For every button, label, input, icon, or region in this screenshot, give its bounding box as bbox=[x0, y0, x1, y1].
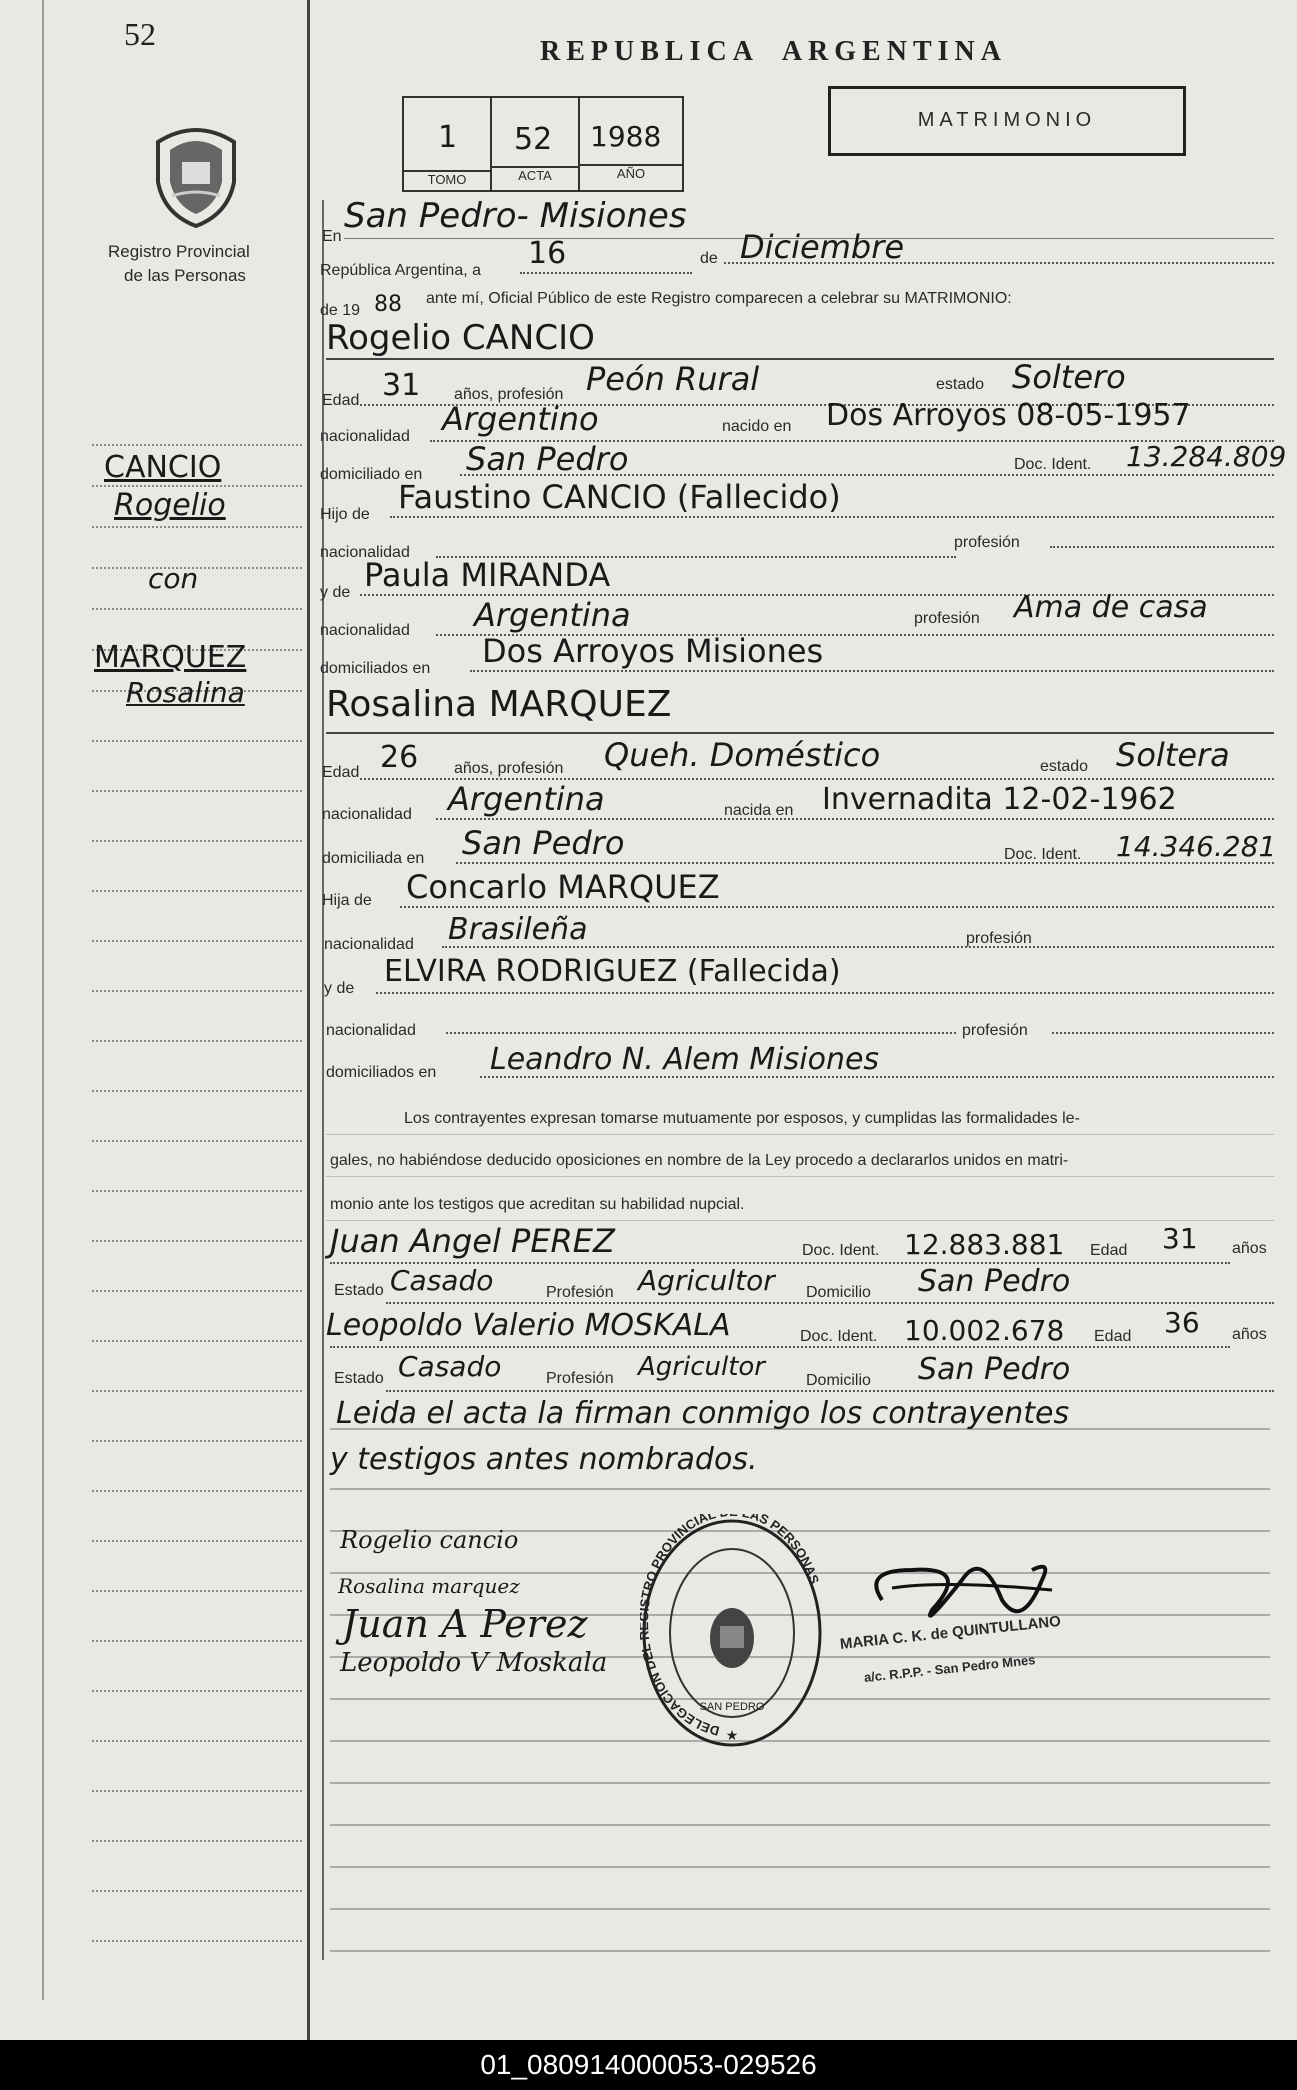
groom-nacionalidad: Argentino bbox=[442, 400, 599, 438]
witness2-line2-dots bbox=[386, 1390, 1274, 1392]
groom-edad: 31 bbox=[382, 368, 421, 403]
witness1-prof-label: Profesión bbox=[546, 1284, 614, 1301]
witness1-edad-label: Edad bbox=[1090, 1242, 1128, 1259]
bride-mother-nac-label: nacionalidad bbox=[326, 1022, 416, 1039]
witness1-doc: 12.883.881 bbox=[904, 1228, 1065, 1261]
provincial-registry-seal bbox=[148, 122, 244, 230]
signature-bride: Rosalina marquez bbox=[338, 1574, 520, 1598]
margin-line bbox=[92, 740, 302, 742]
declaration-line1: Los contrayentes expresan tomarse mutuamente por esposos, y cumplidas las formalidades le- bbox=[404, 1110, 1080, 1127]
groom-father: Faustino CANCIO (Fallecido) bbox=[398, 478, 841, 516]
margin-line bbox=[92, 1790, 302, 1792]
witness1-dom-label: Domicilio bbox=[806, 1284, 871, 1301]
bride-yde-label: y de bbox=[324, 980, 355, 997]
day-dots bbox=[520, 272, 692, 274]
content-left-border bbox=[322, 200, 324, 1960]
margin-line bbox=[92, 485, 302, 487]
file-id-footer: 01_080914000053-029526 bbox=[0, 2040, 1297, 2090]
witness1-profesion: Agricultor bbox=[638, 1264, 775, 1297]
witness1-name: Juan Angel PEREZ bbox=[330, 1222, 615, 1260]
place-value: San Pedro- Misiones bbox=[344, 196, 687, 236]
year-prefix: de 19 bbox=[320, 302, 361, 319]
groom-edad-label: Edad bbox=[322, 392, 360, 409]
margin-note-given2: Rosalina bbox=[126, 676, 245, 709]
groom-estado-label: estado bbox=[936, 376, 985, 393]
groom-mother-nac-label: nacionalidad bbox=[320, 622, 410, 639]
witness2-domicilio: San Pedro bbox=[918, 1352, 1071, 1387]
groom-mother-nac: Argentina bbox=[474, 596, 631, 634]
witness2-edad: 36 bbox=[1164, 1306, 1200, 1339]
groom-nacido-label: nacido en bbox=[722, 418, 792, 435]
registry-box bbox=[402, 96, 684, 192]
margin-line bbox=[92, 1190, 302, 1192]
bride-father-prof-label: profesión bbox=[966, 930, 1032, 947]
republica-label: República Argentina, a bbox=[320, 262, 481, 279]
groom-line3-dots bbox=[460, 474, 1274, 476]
groom-doc: 13.284.809 bbox=[1126, 440, 1287, 473]
bride-name: Rosalina MARQUEZ bbox=[326, 684, 672, 725]
margin-line bbox=[92, 1140, 302, 1142]
margin-line bbox=[92, 990, 302, 992]
margin-line bbox=[92, 1590, 302, 1592]
groom-estado: Soltero bbox=[1012, 358, 1126, 396]
bride-father-nac: Brasileña bbox=[448, 912, 588, 947]
month-dots bbox=[724, 262, 1274, 264]
witness2-profesion: Agricultor bbox=[638, 1352, 765, 1382]
margin-note-given: Rogelio bbox=[114, 488, 226, 523]
left-margin-divider bbox=[307, 0, 310, 2040]
bride-line3-dots bbox=[456, 862, 1274, 864]
witness1-anos-label: años bbox=[1232, 1240, 1267, 1257]
month-value: Diciembre bbox=[740, 228, 905, 266]
groom-nac-label: nacionalidad bbox=[320, 428, 410, 445]
margin-line bbox=[92, 790, 302, 792]
ruled-line bbox=[330, 1824, 1270, 1826]
tomo-label: TOMO bbox=[404, 170, 490, 187]
bride-estado: Soltera bbox=[1116, 736, 1230, 774]
bride-parents-dom-label: domiciliados en bbox=[326, 1064, 437, 1081]
witness2-prof-label: Profesión bbox=[546, 1370, 614, 1387]
bride-line4-dots bbox=[400, 906, 1274, 908]
bride-mother-prof-label: profesión bbox=[962, 1022, 1028, 1039]
groom-name: Rogelio CANCIO bbox=[326, 318, 595, 358]
witness1-estado: Casado bbox=[390, 1264, 494, 1297]
svg-text:★: ★ bbox=[725, 1728, 739, 1744]
margin-line bbox=[92, 608, 302, 610]
groom-line4-dots bbox=[390, 516, 1274, 518]
bride-hija-label: Hija de bbox=[322, 892, 372, 909]
tomo-value: 1 bbox=[438, 120, 458, 155]
official-sub: a/c. R.P.P. - San Pedro Mnes bbox=[863, 1652, 1037, 1685]
margin-line bbox=[92, 840, 302, 842]
closing-line1: Leida el acta la firman conmigo los contrayentes bbox=[336, 1396, 1070, 1431]
margin-line bbox=[92, 1490, 302, 1492]
bride-nacida-label: nacida en bbox=[724, 802, 794, 819]
bride-parents-dom: Leandro N. Alem Misiones bbox=[490, 1042, 880, 1077]
declaration-rule bbox=[326, 1134, 1274, 1135]
declaration-line2: gales, no habiéndose deducido oposiciones en nombre de la Ley procedo a declararlos unidos en matri- bbox=[330, 1152, 1069, 1169]
tomo-cell bbox=[404, 98, 492, 190]
bride-anos-prof-label: años, profesión bbox=[454, 760, 564, 777]
groom-doc-label: Doc. Ident. bbox=[1014, 456, 1092, 473]
ruled-line bbox=[330, 1908, 1270, 1910]
year-suffix: 88 bbox=[374, 292, 402, 317]
margin-line bbox=[92, 444, 302, 446]
acta-value: 52 bbox=[514, 122, 553, 157]
acta-label: ACTA bbox=[492, 166, 578, 183]
margin-line bbox=[92, 890, 302, 892]
margin-line bbox=[92, 1440, 302, 1442]
seal-caption-line1: Registro Provincial bbox=[108, 242, 250, 261]
margin-line bbox=[92, 1940, 302, 1942]
bride-father-nac-label: nacionalidad bbox=[324, 936, 414, 953]
groom-father-nac-label: nacionalidad bbox=[320, 544, 410, 561]
ruled-line bbox=[330, 1488, 1270, 1490]
signature-groom: Rogelio cancio bbox=[340, 1526, 519, 1554]
witness2-anos-label: años bbox=[1232, 1326, 1267, 1343]
margin-line bbox=[92, 1390, 302, 1392]
witness1-edad: 31 bbox=[1162, 1222, 1198, 1255]
signature-witness1: Juan A Perez bbox=[342, 1602, 588, 1646]
groom-parents-dom-label: domiciliados en bbox=[320, 660, 431, 677]
ano-value: 1988 bbox=[590, 120, 662, 153]
bride-parents-dom-dots bbox=[480, 1076, 1274, 1078]
witness2-line1-dots bbox=[330, 1346, 1230, 1348]
groom-domicilio: San Pedro bbox=[466, 440, 629, 478]
stamp-ring-text: DELEGACION DE RO PROVINCIAL AS PERSONAS bbox=[640, 1514, 823, 1739]
margin-line bbox=[92, 1090, 302, 1092]
margin-note-surname2: MARQUEZ bbox=[94, 640, 247, 675]
groom-father-prof-label: profesión bbox=[954, 534, 1020, 551]
margin-line bbox=[92, 1640, 302, 1642]
witness1-line2-dots bbox=[386, 1302, 1274, 1304]
signature-witness2: Leopoldo V Moskala bbox=[340, 1648, 608, 1678]
bride-mother-prof-dots bbox=[1052, 1032, 1274, 1034]
groom-profesion: Peón Rural bbox=[586, 360, 760, 398]
groom-name-rule bbox=[326, 358, 1274, 360]
witness1-doc-label: Doc. Ident. bbox=[802, 1242, 880, 1259]
bride-estado-label: estado bbox=[1040, 758, 1089, 775]
groom-dom-label: domiciliado en bbox=[320, 466, 423, 483]
margin-line bbox=[92, 526, 302, 528]
ruled-line bbox=[330, 1782, 1270, 1784]
margin-note-con: con bbox=[148, 562, 199, 595]
groom-mother-prof: Ama de casa bbox=[1014, 590, 1208, 625]
country-header: REPUBLICA ARGENTINA bbox=[540, 36, 1007, 67]
intro-text: ante mí, Oficial Público de este Registro comparecen a celebrar su MATRIMONIO: bbox=[426, 290, 1012, 307]
witness2-estado-label: Estado bbox=[334, 1370, 384, 1387]
witness2-name: Leopoldo Valerio MOSKALA bbox=[326, 1308, 731, 1343]
official-name: MARIA C. K. de QUINTULLANO bbox=[839, 1612, 1062, 1653]
margin-line bbox=[92, 1890, 302, 1892]
official-round-stamp bbox=[640, 1514, 824, 1752]
bride-profesion: Queh. Doméstico bbox=[604, 736, 881, 774]
bride-domicilio: San Pedro bbox=[462, 824, 625, 862]
ano-label: AÑO bbox=[580, 164, 682, 181]
declaration-rule bbox=[326, 1176, 1274, 1177]
witness2-dom-label: Domicilio bbox=[806, 1372, 871, 1389]
margin-line bbox=[92, 1240, 302, 1242]
groom-mother: Paula MIRANDA bbox=[364, 556, 611, 594]
bride-nac-label: nacionalidad bbox=[322, 806, 412, 823]
bride-mother: ELVIRA RODRIGUEZ (Fallecida) bbox=[384, 954, 841, 989]
bride-edad-label: Edad bbox=[322, 764, 360, 781]
margin-line bbox=[92, 1840, 302, 1842]
margin-line bbox=[92, 1290, 302, 1292]
ano-cell bbox=[580, 98, 682, 190]
declaration-line3: monio ante los testigos que acreditan su habilidad nupcial. bbox=[330, 1196, 745, 1213]
witness1-estado-label: Estado bbox=[334, 1282, 384, 1299]
groom-hijo-label: Hijo de bbox=[320, 506, 370, 523]
stamp-center-text: SAN PEDRO bbox=[699, 1701, 765, 1713]
bride-dom-label: domiciliada en bbox=[322, 850, 425, 867]
en-label: En bbox=[322, 228, 342, 245]
groom-anos-prof-label: años, profesión bbox=[454, 386, 564, 403]
witness2-edad-label: Edad bbox=[1094, 1328, 1132, 1345]
witness2-estado: Casado bbox=[398, 1350, 502, 1383]
bride-edad: 26 bbox=[380, 740, 419, 775]
bride-mother-nac-dots bbox=[446, 1032, 956, 1034]
witness2-doc: 10.002.678 bbox=[904, 1314, 1065, 1347]
margin-line bbox=[92, 1740, 302, 1742]
margin-line bbox=[92, 940, 302, 942]
bride-mother-dots bbox=[376, 992, 1274, 994]
groom-father-prof-dots bbox=[1050, 546, 1274, 548]
day-value: 16 bbox=[528, 236, 567, 271]
bride-doc: 14.346.281 bbox=[1116, 830, 1277, 863]
margin-line bbox=[92, 1040, 302, 1042]
bride-father-nac-dots bbox=[442, 946, 1274, 948]
witness1-domicilio: San Pedro bbox=[918, 1264, 1071, 1299]
margin-line bbox=[92, 1540, 302, 1542]
seal-caption-line2: de las Personas bbox=[124, 266, 246, 285]
witness2-doc-label: Doc. Ident. bbox=[800, 1328, 878, 1345]
groom-yde-label: y de bbox=[320, 584, 351, 601]
ruled-line bbox=[330, 1866, 1270, 1868]
bride-nacida: Invernadita 12-02-1962 bbox=[822, 782, 1177, 817]
ruled-line bbox=[330, 1950, 1270, 1952]
bride-doc-label: Doc. Ident. bbox=[1004, 846, 1082, 863]
bride-nacionalidad: Argentina bbox=[448, 780, 605, 818]
page-number: 52 bbox=[124, 16, 156, 52]
margin-line bbox=[92, 1690, 302, 1692]
groom-nacido: Dos Arroyos 08-05-1957 bbox=[826, 398, 1191, 433]
bride-name-rule bbox=[326, 732, 1274, 734]
acta-cell bbox=[492, 98, 580, 190]
groom-parents-dom-dots bbox=[470, 670, 1274, 672]
bride-line2-dots bbox=[436, 818, 1274, 820]
matrimonio-box bbox=[828, 86, 1186, 156]
closing-line2: y testigos antes nombrados. bbox=[330, 1442, 758, 1477]
matrimonio-label: MATRIMONIO bbox=[917, 109, 1097, 131]
bride-father: Concarlo MARQUEZ bbox=[406, 868, 720, 906]
margin-note-surname: CANCIO bbox=[104, 450, 222, 485]
de-label: de bbox=[700, 250, 718, 267]
declaration-rule bbox=[326, 1220, 1274, 1221]
groom-parents-dom: Dos Arroyos Misiones bbox=[482, 632, 824, 670]
margin-line bbox=[92, 1340, 302, 1342]
left-edge-line bbox=[42, 0, 44, 2000]
groom-mother-prof-label: profesión bbox=[914, 610, 980, 627]
